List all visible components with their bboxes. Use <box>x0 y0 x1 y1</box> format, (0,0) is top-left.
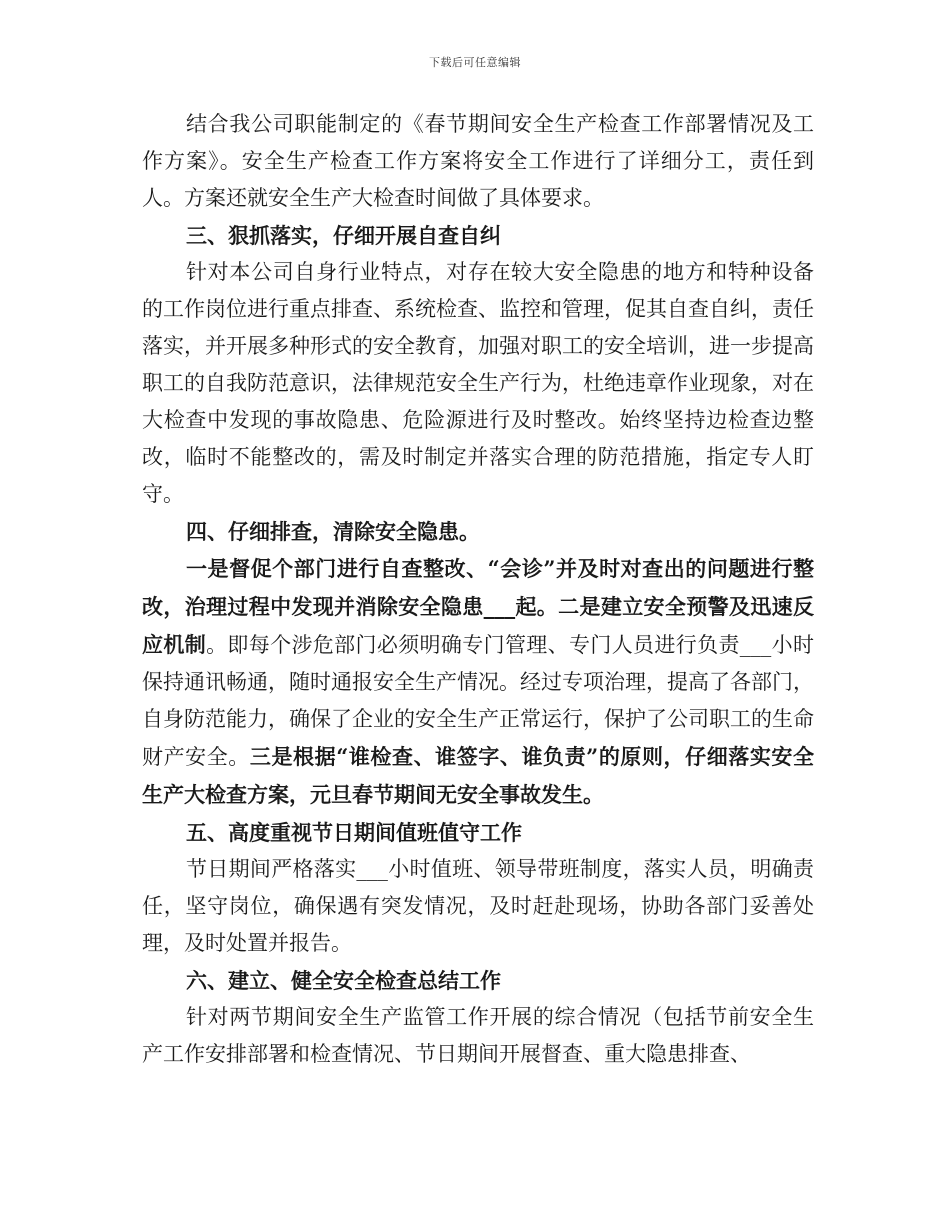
paragraph-summary-work: 针对两节期间安全生产监管工作开展的综合情况（包括节前安全生产工作安排部署和检查情况、节日期间开展督查、重大隐患排查、 <box>142 1005 814 1066</box>
page-header-note: 下载后可任意编辑 <box>429 56 521 69</box>
bold-text-segment-1: 一是督促个部门进行自查整改、“会诊”并及时对查出的问题进行整改，治理过程中发现并消除安全隐患___起。二是建立安全预警及迅速反应机制 <box>142 556 814 657</box>
bold-text-segment-2: 三是根据“谁检查、谁签字、谁负责”的原则，仔细落实安全生产大检查方案，元旦春节期间无安全事故发生。 <box>142 744 815 807</box>
paragraph-self-inspection: 针对本公司自身行业特点，对存在较大安全隐患的地方和特种设备的工作岗位进行重点排查、系统检查、监控和管理，促其自查自纠，责任落实，并开展多种形式的安全教育，加强对职工的安全培训，进一步提高职工的自我防范意识，法律规范安全生产行为，杜绝违章作业现象，对在大检查中发现的事故隐患、危险源进行及时整改。始终坚持边检查边整改，临时不能整改的，需及时制定并落实合理的防范措施，指定专人盯守。 <box>142 260 814 506</box>
paragraph-plan: 结合我公司职能制定的《春节期间安全生产检查工作部署情况及工作方案》。安全生产检查工作方案将安全工作进行了详细分工，责任到人。方案还就安全生产大检查时间做了具体要求。 <box>142 112 814 210</box>
paragraph-duty-shift: 节日期间严格落实___小时值班、领导带班制度，落实人员，明确责任，坚守岗位，确保遇有突发情况，及时赶赴现场，协助各部门妥善处理，及时处置并报告。 <box>142 857 814 955</box>
section-heading-6: 六、建立、健全安全检查总结工作 <box>186 968 501 993</box>
section-heading-3: 三、狠抓落实，仔细开展自查自纠 <box>186 223 501 248</box>
text-segment: 。即每个涉危部门必须明确专门管理、专门人员进行负责___小时保持通讯畅通，随时通报安全生产情况。经过专项治理，提高了各部门，自身防范能力，确保了企业的安全生产正常运行，保护了公司职工的生命财产安全。 <box>142 633 815 769</box>
section-heading-5: 五、高度重视节日期间值班值守工作 <box>186 820 522 845</box>
document-body <box>142 106 814 1073</box>
paragraph-hazard-removal <box>142 550 814 814</box>
section-heading-4: 四、仔细排查，清除安全隐患。 <box>186 519 480 544</box>
